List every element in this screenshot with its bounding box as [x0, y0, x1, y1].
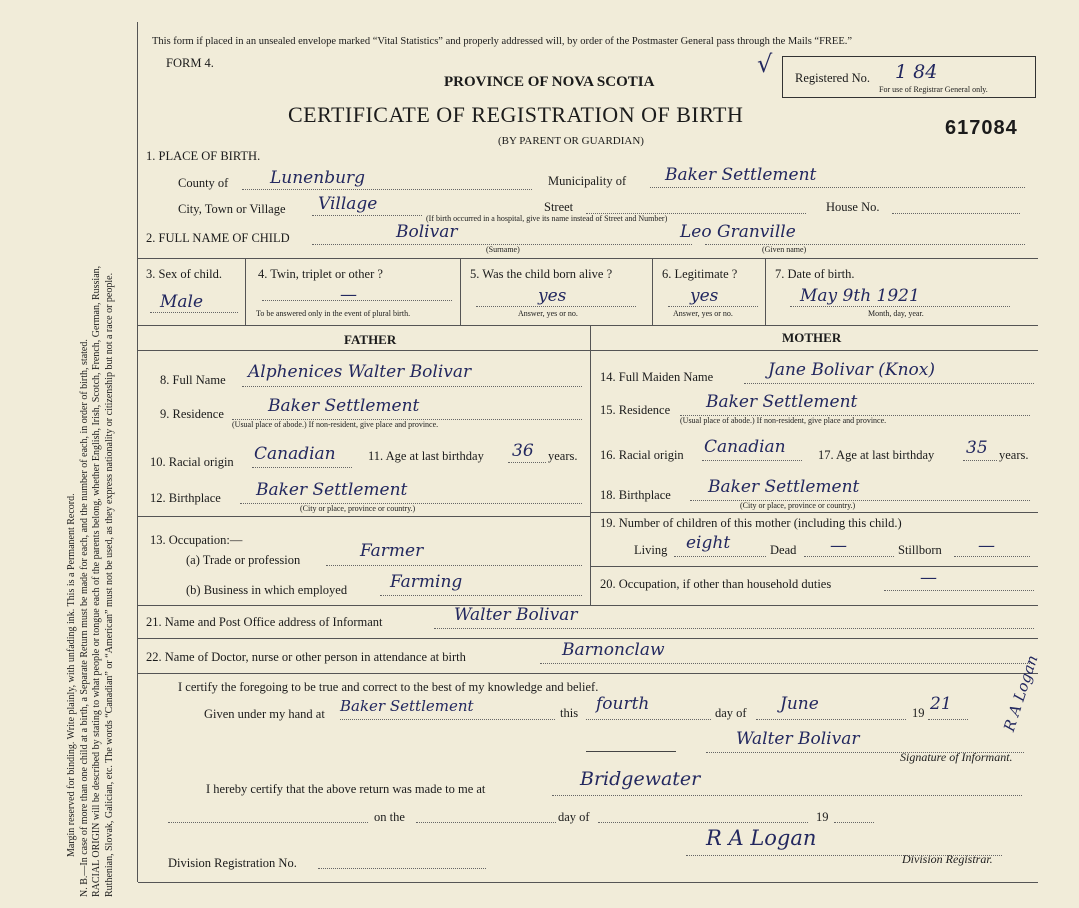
day-of-label: day of: [715, 706, 747, 720]
twin-label: 4. Twin, triplet or other ?: [258, 267, 383, 281]
margin-divider: [137, 22, 138, 882]
mother-racial-label: 16. Racial origin: [600, 448, 684, 462]
certificate-subtitle: (BY PARENT OR GUARDIAN): [498, 135, 644, 147]
registrar-signature: R A Logan: [706, 826, 817, 850]
postal-note: This form if placed in an unsealed envelope marked “Vital Statistics” and properly addressed will, by order of the Postmaster General pass through the Mails “FREE.”: [152, 36, 853, 47]
check-mark: √: [757, 50, 773, 78]
province-heading: PROVINCE OF NOVA SCOTIA: [444, 74, 655, 90]
mother-stillborn-label: Stillborn: [898, 543, 942, 557]
side-initials: R A Logan: [1000, 652, 1042, 734]
father-business-value: Farming: [390, 572, 463, 592]
margin-note-4: Ruthenian, Slovak, Galician, etc. The words “Canadian” or “American” must not be used, as they express nationality or citizenship but not a race or people.: [103, 272, 115, 897]
doctor-value: Barnonclaw: [562, 640, 665, 660]
father-heading: FATHER: [344, 332, 397, 347]
mother-living-value: eight: [686, 533, 731, 553]
registered-box: [782, 56, 1036, 98]
legitimate-value: yes: [690, 286, 719, 306]
margin-note-3: RACIAL ORIGIN will be described by stating to what people or tongue each of the parents belong, whether English, Irish, Scotch, French, German, Russian,: [91, 265, 102, 897]
father-name-value: Alphenices Walter Bolivar: [248, 362, 472, 382]
year-prefix-2: 19: [816, 810, 829, 824]
mother-children-label: 19. Number of children of this mother (including this child.): [600, 516, 902, 530]
sex-label: 3. Sex of child.: [146, 267, 223, 281]
mother-birthplace-note: (City or place, province or country.): [740, 501, 856, 510]
mother-stillborn-value: —: [978, 536, 995, 556]
day-of-label-2: day of: [558, 810, 590, 824]
mother-occupation-label: 20. Occupation, if other than household duties: [600, 577, 832, 591]
mother-occupation-value: —: [920, 568, 937, 588]
margin-notes: [66, 22, 136, 897]
registered-label: Registered No.: [795, 71, 870, 85]
registered-value: 1 84: [895, 61, 938, 83]
father-racial-value: Canadian: [254, 444, 336, 464]
given-name-caption: (Given name): [762, 245, 807, 254]
street-label: Street: [544, 200, 574, 214]
sex-value: Male: [160, 292, 204, 312]
mother-residence-value: Baker Settlement: [706, 392, 858, 412]
hospital-note: (If birth occurred in a hospital, give its name instead of Street and Number): [426, 214, 668, 223]
informant-label: 21. Name and Post Office address of Informant: [146, 615, 383, 629]
child-surname: Bolivar: [396, 222, 458, 242]
municipality-value: Baker Settlement: [665, 165, 817, 185]
dob-value: May 9th 1921: [800, 286, 920, 306]
mother-birthplace-label: 18. Birthplace: [600, 488, 671, 502]
given-place-value: Baker Settlement: [340, 697, 474, 715]
father-racial-label: 10. Racial origin: [150, 455, 234, 469]
informant-signature-caption: Signature of Informant.: [900, 750, 1013, 764]
registrar-place-value: Bridgewater: [580, 768, 701, 790]
mother-age-value: 35: [966, 438, 988, 458]
certificate-number: 617084: [945, 117, 1018, 139]
father-birthplace-value: Baker Settlement: [256, 480, 408, 500]
child-given-name: Leo Granville: [680, 222, 796, 242]
margin-note-1: Margin reserved for binding. Write plainly, with unfading ink. This is a Permanent Record.: [66, 493, 77, 857]
municipality-label: Municipality of: [548, 174, 627, 188]
registrar-text: I hereby certify that the above return was made to me at: [206, 782, 486, 796]
division-registration-label: Division Registration No.: [168, 856, 297, 870]
father-birthplace-label: 12. Birthplace: [150, 491, 221, 505]
mother-birthplace-value: Baker Settlement: [708, 477, 860, 497]
division-registrar-caption: Division Registrar.: [902, 852, 993, 866]
place-of-birth-label: 1. PLACE OF BIRTH.: [146, 149, 261, 163]
doctor-label: 22. Name of Doctor, nurse or other person in attendance at birth: [146, 650, 466, 664]
certify-text: I certify the foregoing to be true and correct to the best of my knowledge and belief.: [178, 680, 599, 694]
father-trade-label: (a) Trade or profession: [186, 553, 301, 567]
mother-dead-value: —: [830, 536, 847, 556]
father-age-label: 11. Age at last birthday: [368, 449, 484, 463]
mother-name-value: Jane Bolivar (Knox): [768, 360, 935, 380]
father-residence-note: (Usual place of abode.) If non-resident, give place and province.: [232, 420, 439, 429]
father-residence-label: 9. Residence: [160, 407, 224, 421]
mother-living-label: Living: [634, 543, 668, 557]
city-value: Village: [318, 194, 378, 214]
margin-note-2: N. B.—In case of more than one child at a birth, a Separate Return must be made for each, and the number of each, in order of birth, stated.: [78, 339, 90, 897]
father-birthplace-note: (City or place, province or country.): [300, 504, 416, 513]
day-value: fourth: [596, 694, 650, 714]
legitimate-note: Answer, yes or no.: [673, 309, 733, 318]
twin-note: To be answered only in the event of plural birth.: [256, 309, 411, 318]
mother-name-label: 14. Full Maiden Name: [600, 370, 714, 384]
this-label: this: [560, 706, 579, 720]
informant-value: Walter Bolivar: [454, 605, 578, 625]
alive-value: yes: [538, 286, 567, 306]
mother-dead-label: Dead: [770, 543, 797, 557]
dob-label: 7. Date of birth.: [775, 267, 855, 281]
child-name-label: 2. FULL NAME OF CHILD: [146, 231, 290, 245]
margin-notes-text: [66, 22, 116, 897]
mother-racial-value: Canadian: [704, 437, 786, 457]
surname-caption: (Surname): [486, 245, 520, 254]
father-trade-value: Farmer: [360, 541, 424, 561]
given-under-label: Given under my hand at: [204, 707, 325, 721]
informant-signature: Walter Bolivar: [736, 729, 860, 749]
mother-residence-label: 15. Residence: [600, 403, 671, 417]
year-prefix: 19: [912, 706, 925, 720]
father-residence-value: Baker Settlement: [268, 396, 420, 416]
father-business-label: (b) Business in which employed: [186, 583, 348, 597]
mother-years-label: years.: [999, 448, 1029, 462]
legitimate-label: 6. Legitimate ?: [662, 267, 738, 281]
mother-age-label: 17. Age at last birthday: [818, 448, 935, 462]
month-value: June: [780, 694, 819, 714]
father-age-value: 36: [512, 441, 534, 461]
certificate-title: CERTIFICATE OF REGISTRATION OF BIRTH: [288, 102, 744, 127]
alive-note: Answer, yes or no.: [518, 309, 578, 318]
on-the-label: on the: [374, 810, 405, 824]
twin-value: —: [340, 285, 357, 305]
county-value: Lunenburg: [270, 168, 366, 188]
father-occupation-label: 13. Occupation:—: [150, 533, 243, 547]
county-label: County of: [178, 176, 229, 190]
registrar-use-note: For use of Registrar General only.: [879, 85, 988, 94]
alive-label: 5. Was the child born alive ?: [470, 267, 613, 281]
house-number-label: House No.: [826, 200, 880, 214]
mother-heading: MOTHER: [782, 330, 842, 345]
form-number: FORM 4.: [166, 56, 214, 70]
dob-note: Month, day, year.: [868, 309, 924, 318]
mother-residence-note: (Usual place of abode.) If non-resident, give place and province.: [680, 416, 887, 425]
father-name-label: 8. Full Name: [160, 373, 226, 387]
city-label: City, Town or Village: [178, 202, 286, 216]
year-value: 21: [930, 694, 952, 714]
father-years-label: years.: [548, 449, 578, 463]
